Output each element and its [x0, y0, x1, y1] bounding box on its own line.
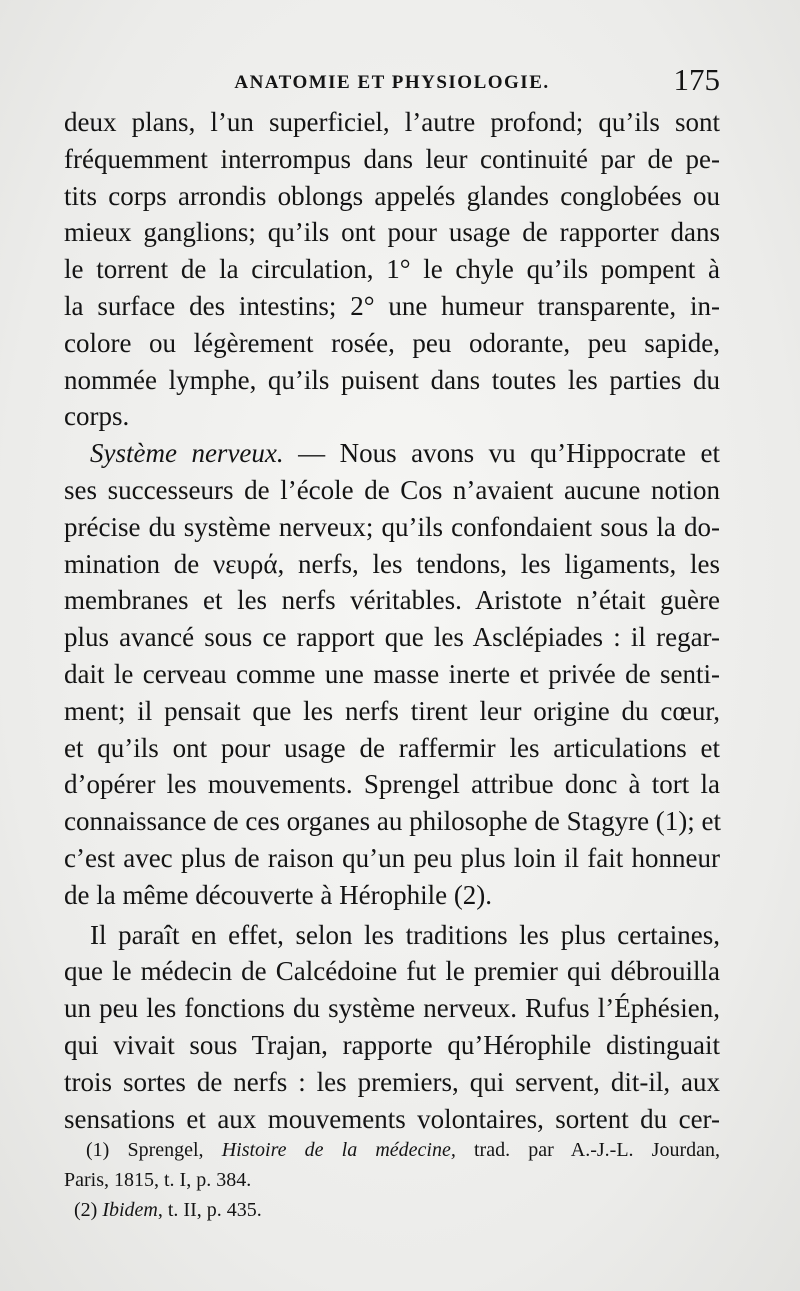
- text-line: et qu’ils ont pour usage de raffermir les articulations et: [64, 732, 720, 763]
- page-number: 175: [673, 62, 720, 97]
- text-line: Il paraît en effet, selon les traditions les plus certaines,: [90, 919, 720, 950]
- footnote-2: [64, 1195, 720, 1225]
- text-run: — Nous avons vu qu’Hippocrate et: [283, 438, 721, 469]
- text-line: tits corps arrondis oblongs appelés glandes conglobées ou: [64, 180, 720, 211]
- text-line: ment; il pensait que les nerfs tirent leur origine du cœur,: [64, 695, 720, 726]
- text-line: [64, 435, 720, 472]
- text-line: ses successeurs de l’école de Cos n’avaient aucune notion: [64, 474, 720, 505]
- text-line: membranes et les nerfs véritables. Aristote n’était guère: [64, 585, 720, 616]
- text-line: c’est avec plus de raison qu’un peu plus loin il fait honneur: [64, 842, 720, 873]
- footnote-text: trad. par A.-J.-L. Jourdan,: [455, 1139, 720, 1161]
- text-line: un peu les fonctions du système nerveux. Rufus l’Éphésien,: [64, 993, 720, 1024]
- text-line: le torrent de la circulation, 1° le chyle qu’ils pompent à: [64, 254, 720, 285]
- text-line: la surface des intestins; 2° une humeur transparente, in-: [64, 290, 720, 321]
- text-line: mieux ganglions; qu’ils ont pour usage de rapporter dans: [64, 217, 720, 248]
- text-line: corps.: [64, 401, 130, 432]
- text-line: colore ou légèrement rosée, peu odorante, peu sapide,: [64, 327, 720, 358]
- text-line: nommée lymphe, qu’ils puisent dans toutes les parties du: [64, 364, 720, 395]
- footnote-1-continuation: Paris, 1815, t. I, p. 384.: [64, 1169, 252, 1191]
- text-line: dait le cerveau comme une masse inerte et privée de senti-: [64, 658, 720, 689]
- footnote-title: Histoire de la médecine,: [221, 1139, 456, 1161]
- text-line: connaissance de ces organes au philosophe de Stagyre (1); et: [64, 806, 722, 837]
- running-head: [64, 62, 720, 102]
- text-line: qui vivait sous Trajan, rapporte qu’Hérophile distinguait: [64, 1029, 720, 1060]
- footnote-title: Ibidem: [102, 1199, 158, 1221]
- text-line: trois sortes de nerfs : les premiers, qui servent, dit-il, aux: [64, 1066, 720, 1097]
- body-text: [64, 104, 720, 1137]
- section-heading: Système nerveux.: [90, 438, 284, 469]
- text-line: plus avancé sous ce rapport que les Asclépiades : il regar-: [64, 622, 720, 653]
- text-line: précise du système nerveux; qu’ils confondaient sous la do-: [64, 511, 720, 542]
- text-line: deux plans, l’un superficiel, l’autre profond; qu’ils sont: [64, 107, 720, 137]
- footnote-1: [64, 1135, 720, 1165]
- text-line: mination de νευρά, nerfs, les tendons, les ligaments, les: [64, 548, 720, 579]
- text-line: fréquemment interrompus dans leur continuité par de pe-: [64, 143, 720, 174]
- text-line: d’opérer les mouvements. Sprengel attribue donc à tort la: [64, 769, 720, 800]
- footnote-text: , t. II, p. 435.: [157, 1199, 262, 1221]
- footnotes: [64, 1135, 720, 1225]
- footnote-marker: (2): [74, 1199, 103, 1221]
- text-line: sensations et aux mouvements volontaires, sortent du cer-: [64, 1103, 720, 1134]
- footnote-marker: (1) Sprengel,: [86, 1139, 222, 1161]
- running-title: ANATOMIE ET PHYSIOLOGIE.: [234, 72, 550, 93]
- text-line: de la même découverte à Hérophile (2).: [64, 879, 493, 910]
- text-line: que le médecin de Calcédoine fut le premier qui débrouilla: [64, 956, 720, 987]
